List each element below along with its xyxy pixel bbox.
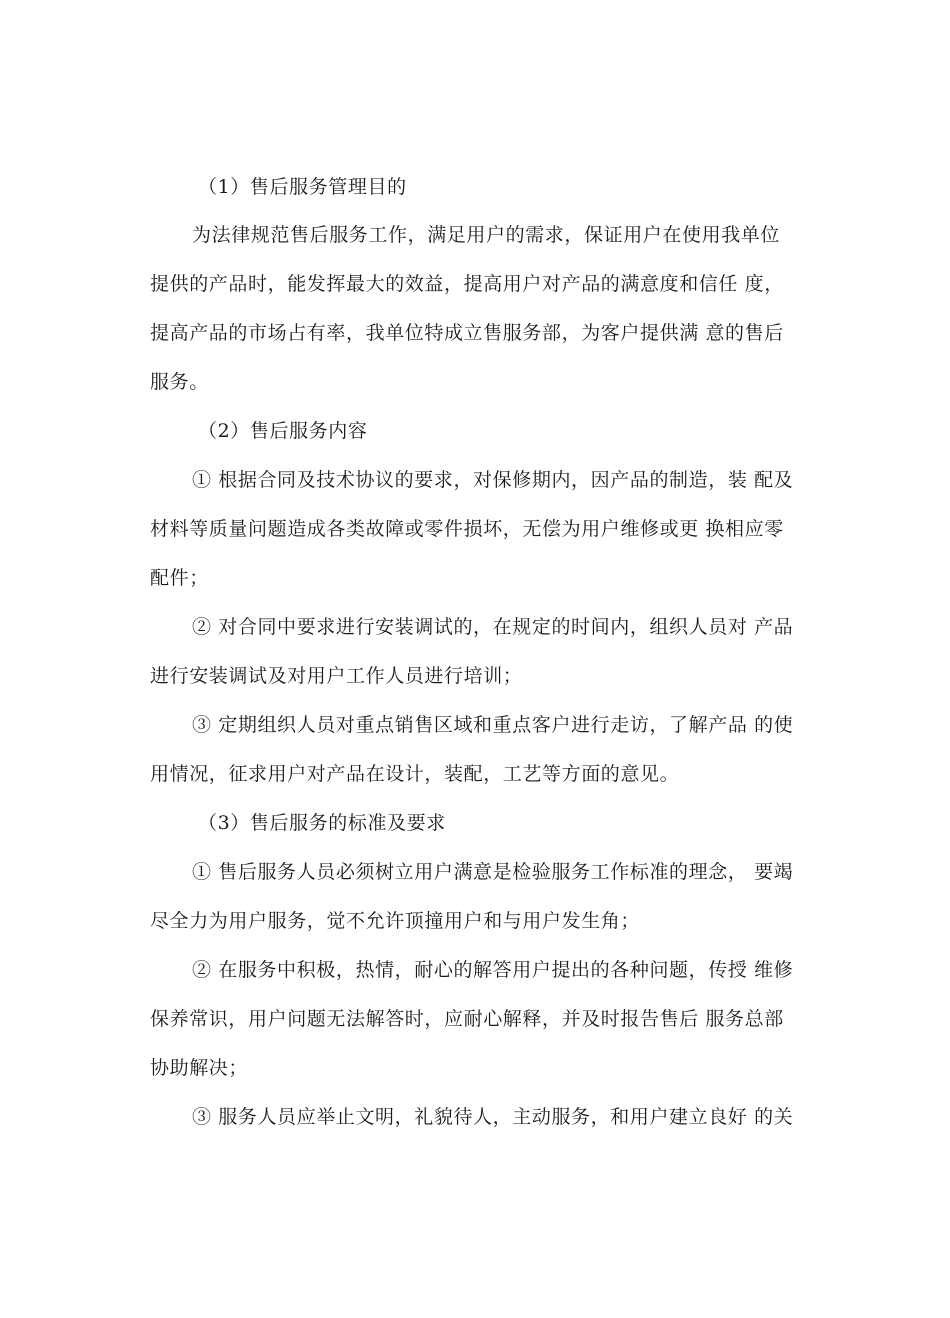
list-item-line: ① 售后服务人员必须树立用户满意是检验服务工作标准的理念， 要竭 (192, 861, 794, 883)
section-heading-1: （1）售后服务管理目的 (198, 176, 407, 198)
list-item-line: ③ 服务人员应举止文明，礼貌待人，主动服务，和用户建立良好 的关 (192, 1106, 794, 1128)
paragraph-line: 为法律规范售后服务工作，满足用户的需求，保证用户在使用我单位 (192, 224, 781, 246)
list-item-line: 保养常识，用户问题无法解答时，应耐心解释，并及时报告售后 服务总部 (150, 1008, 784, 1030)
section-heading-2: （2）售后服务内容 (198, 420, 368, 442)
list-item-line: 配件； (150, 567, 209, 589)
list-item-line: ① 根据合同及技术协议的要求，对保修期内，因产品的制造，装 配及 (192, 469, 794, 491)
list-item-line: 协助解决； (150, 1057, 249, 1079)
list-item-line: ② 对合同中要求进行安装调试的，在规定的时间内，组织人员对 产品 (192, 616, 794, 638)
list-item-line: 用情况，征求用户对产品在设计，装配，工艺等方面的意见。 (150, 763, 680, 785)
list-item-line: 尽全力为用户服务，觉不允许顶撞用户和与用户发生角； (150, 910, 641, 932)
list-item-line: 材料等质量问题造成各类故障或零件损坏，无偿为用户维修或更 换相应零 (150, 518, 784, 540)
list-item-line: ② 在服务中积极，热情，耐心的解答用户提出的各种问题，传授 维修 (192, 959, 794, 981)
paragraph-line: 服务。 (150, 371, 209, 393)
list-item-line: ③ 定期组织人员对重点销售区域和重点客户进行走访，了解产品 的使 (192, 714, 794, 736)
list-item-line: 进行安装调试及对用户工作人员进行培训； (150, 665, 523, 687)
section-heading-3: （3）售后服务的标准及要求 (198, 812, 446, 834)
paragraph-line: 提供的产品时，能发挥最大的效益，提高用户对产品的满意度和信任 度， (150, 273, 784, 295)
paragraph-line: 提高产品的市场占有率，我单位特成立售服务部，为客户提供满 意的售后 (150, 322, 784, 344)
